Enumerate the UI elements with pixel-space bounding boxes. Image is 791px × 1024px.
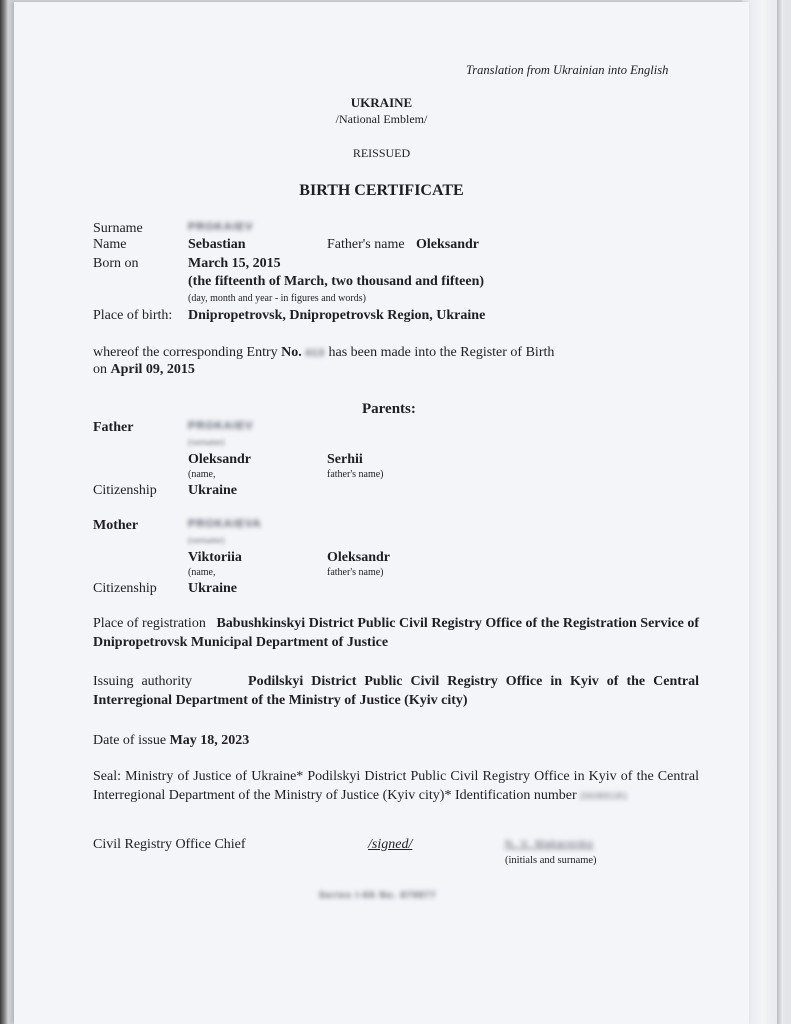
issuing-authority	[93, 672, 699, 710]
authority-value: Podilskyi District Public Civil Registry Office in Kyiv of the Central Interregional Department of the Ministry of Justice (Kyiv city)	[93, 674, 700, 708]
name-value: Sebastian	[188, 237, 246, 252]
mother-name: Viktoriia	[188, 550, 242, 565]
document-title: BIRTH CERTIFICATE	[299, 182, 464, 199]
signed-mark: /signed/	[368, 837, 413, 852]
entry-date-line	[93, 362, 195, 378]
authority-label: Issuing authority	[93, 674, 192, 689]
place-of-birth-value: Dnipropetrovsk, Dnipropetrovsk Region, Ukraine	[188, 308, 486, 323]
fathers-name-value: Oleksandr	[416, 237, 480, 252]
father-surname: PROKAIEV	[188, 420, 254, 432]
mother-surname-hint: (surname)	[188, 535, 225, 545]
entry-line	[93, 345, 554, 361]
father-citizenship: Ukraine	[188, 483, 237, 498]
country-heading: UKRAINE	[350, 95, 413, 110]
entry-text-a: whereof the corresponding Entry	[93, 345, 278, 360]
born-label: Born on	[93, 256, 139, 271]
surname-label: Surname	[93, 221, 143, 236]
scan-right-edge	[742, 0, 791, 1024]
mother-label: Mother	[93, 518, 139, 533]
mother-citizenship: Ukraine	[188, 581, 237, 596]
parents-heading: Parents:	[362, 401, 416, 417]
scan-left-shadow	[0, 0, 8, 1024]
seal-description: Seal: Ministry of Justice of Ukraine* Podilskyi District Public Civil Registry Office in Kyiv of the Central Interregional Department of the Ministry of Justice (Kyiv city)* Identification number	[93, 769, 699, 803]
mother-patronymic: Oleksandr	[327, 550, 391, 565]
signatory-role: Civil Registry Office Chief	[93, 837, 246, 852]
series-number: Series I-КК No. 879877	[319, 890, 437, 900]
issue-value: May 18, 2023	[169, 733, 250, 748]
born-date-words: (the fifteenth of March, two thousand and fifteen)	[188, 274, 485, 289]
registration-label: Place of registration	[93, 616, 206, 631]
entry-no-value: 413	[305, 348, 325, 359]
mother-patronymic-hint: father's name)	[327, 567, 384, 578]
scan-spine	[777, 0, 783, 1024]
father-label: Father	[93, 420, 134, 435]
father-name-hint: (name,	[188, 469, 216, 480]
emblem-note: /National Emblem/	[335, 112, 428, 126]
father-patronymic-hint: father's name)	[327, 469, 384, 480]
mother-name-hint: (name,	[188, 567, 216, 578]
seal-text	[93, 767, 699, 806]
reissued-note: REISSUED	[352, 146, 411, 160]
entry-text-b: has been made into the Register of Birth	[328, 345, 555, 360]
mother-citizenship-label: Citizenship	[93, 581, 157, 596]
date-of-issue	[93, 733, 249, 749]
entry-on-label: on	[93, 362, 107, 377]
issue-label: Date of issue	[93, 733, 167, 748]
entry-date: April 09, 2015	[110, 362, 195, 377]
signatory-name: N. V. Makarenko	[505, 839, 594, 850]
place-of-birth-label: Place of birth:	[93, 308, 173, 323]
father-citizenship-label: Citizenship	[93, 483, 157, 498]
born-date-hint: (day, month and year - in figures and words)	[188, 293, 366, 304]
name-label: Name	[93, 237, 127, 252]
registration-value: Babushkinskyi District Public Civil Registry Office of the Registration Service of Dnipropetrovsk Municipal Department of Justice	[93, 616, 700, 650]
place-of-registration	[93, 614, 699, 652]
born-date: March 15, 2015	[188, 256, 281, 271]
translation-note: Translation from Ukrainian into English	[466, 63, 669, 77]
mother-surname: PROKAIEVA	[188, 518, 262, 530]
signatory-hint: (initials and surname)	[505, 855, 597, 866]
surname-value: PROKAIEV	[188, 221, 254, 233]
father-surname-hint: (surname)	[188, 437, 225, 447]
fathers-name-label: Father's name	[327, 237, 405, 252]
certificate-page	[14, 2, 749, 1024]
father-name: Oleksandr	[188, 452, 252, 467]
father-patronymic: Serhii	[327, 452, 363, 467]
seal-id-number: 26089181	[580, 791, 629, 801]
entry-no-label: No.	[281, 345, 302, 360]
